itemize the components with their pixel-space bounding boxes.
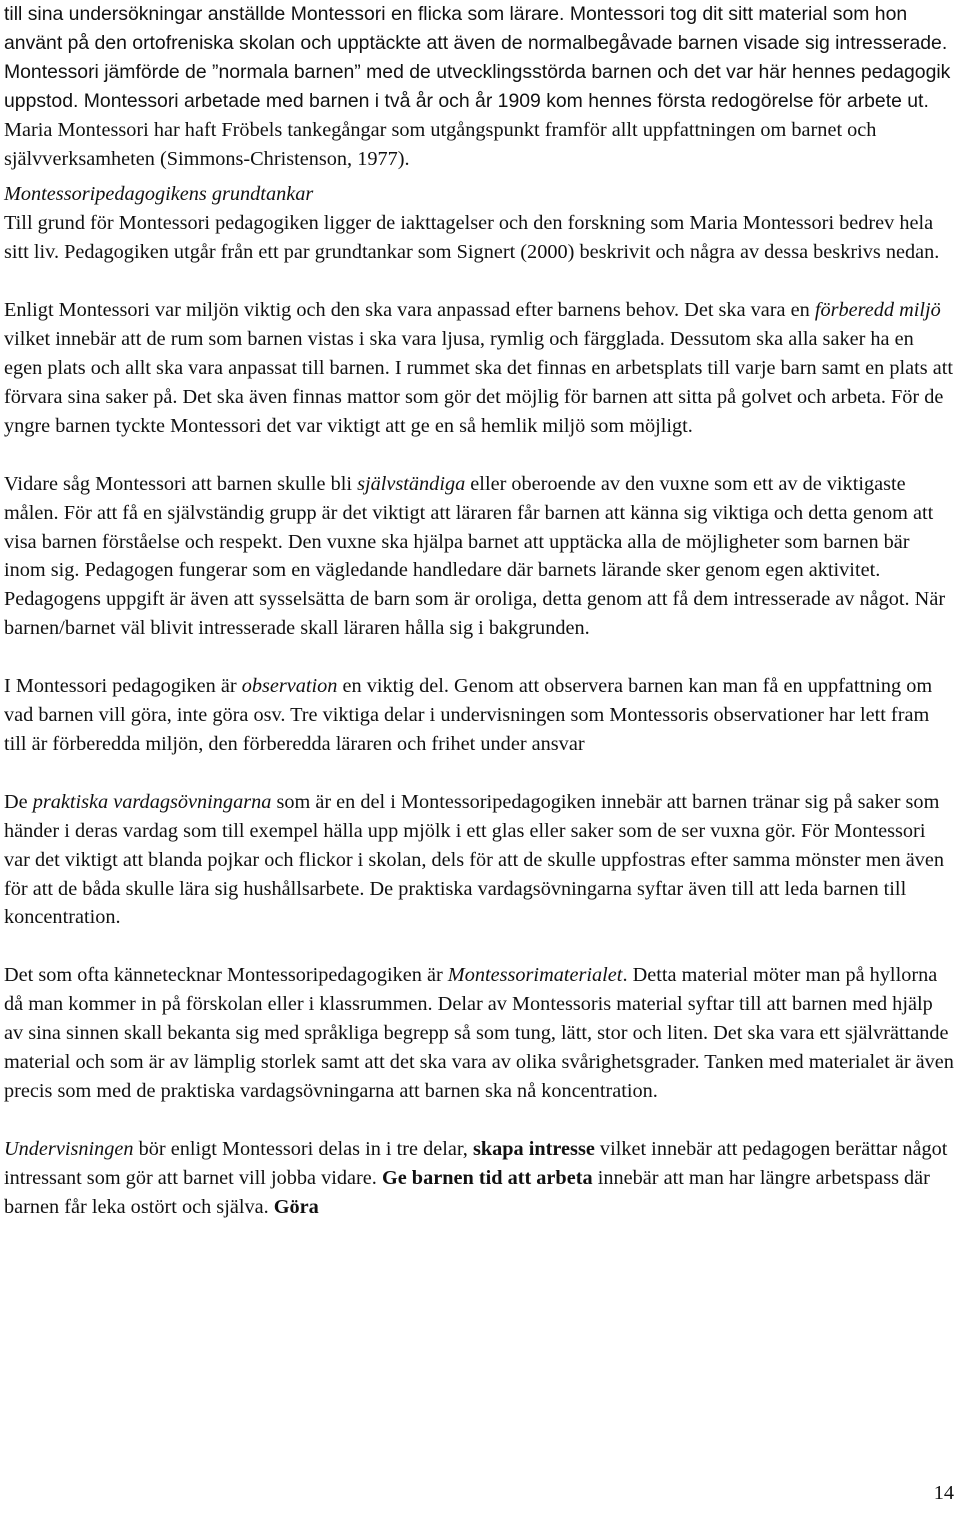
miljo-emphasis: förberedd miljö <box>814 299 941 322</box>
underv-bold-1: skapa intresse <box>472 1137 595 1160</box>
sjalv-emphasis: självständiga <box>357 472 466 495</box>
sjalv-text-b: eller oberoende av den vuxne som ett av de viktigaste målen. För att få en självständig grupp är det viktigt att läraren får barnen att känna sig viktiga och detta genom att visa barnen förståelse och respekt. Den vuxne ska hjälpa barnet att upptäcka alla de möjligheter som barnen bär inom sig. Pedagogen fungerar som en vägledande handledare där barnets lärande sker genom egen aktivitet. Pedagogens uppgift är även att sysselsätta de barn som är oroliga, detta genom att få dem intresserade av något. När barnen/barnet väl blivit intresserade skall läraren hålla sig i bakgrunden. <box>4 472 946 640</box>
paragraph-praktiska <box>4 788 954 933</box>
mat-emphasis: Montessorimaterialet <box>447 964 623 987</box>
miljo-text-a: Enligt Montessori var miljön viktig och den ska vara anpassad efter barnens behov. Det ska vara en <box>4 299 815 322</box>
mat-text-b: . Detta material möter man på hyllorna då man kommer in på förskolan eller i klassrummen. Delar av Montessoris material syftar till att barnen med hjälp av sina sinnen skall bekanta sig med språkliga begrepp så som tung, lätt, stor och liten. Det ska vara ett självrättande material och som är av lämplig storlek samt att det ska vara av olika svårighetsgrader. Tanken med materialet är även precis som med de praktiska vardagsövningarna att barnen ska nå koncentration. <box>4 964 954 1102</box>
underv-emphasis: Undervisningen <box>4 1137 134 1160</box>
underv-bold-3: Göra <box>273 1195 319 1218</box>
paragraph-sjalvstandighet <box>4 470 954 643</box>
miljo-text-b: vilket innebär att de rum som barnen vistas i ska vara ljusa, rymlig och färgglada. Dessutom ska alla saker ha en egen plats och allt ska vara anpassat till barnen. I rummet ska det finnas en arbetsplats till varje barn samt en plats att förvara sina saker på. Det ska även finnas mattor som gör det möjlig för barnen att sitta på golvet och arbeta. För de yngre barnen tyckte Montessori det var viktigt att ge en så hemlik miljö som möjligt. <box>4 328 953 437</box>
sjalv-text-a: Vidare såg Montessori att barnen skulle bli <box>4 472 358 495</box>
obs-text-a: I Montessori pedagogiken är <box>4 675 242 698</box>
document-page <box>4 0 954 1222</box>
paragraph-grundtankar: Till grund för Montessori pedagogiken ligger de iakttagelser och den forskning som Maria Montessori bedrev hela sitt liv. Pedagogiken utgår från ett par grundtankar som Signert (2000) beskrivit och några av dessa beskrivs nedan. <box>4 212 940 264</box>
paragraph-miljo <box>4 296 954 441</box>
paragraph-material <box>4 961 954 1106</box>
prakt-text-a: De <box>4 790 33 813</box>
section-heading: Montessoripedagogikens grundtankar <box>4 183 314 206</box>
underv-text-d: innebär att man har längre arbetspass där barnen får leka ostört och själva. <box>4 1166 930 1218</box>
intro-text-sans: till sina undersökningar anställde Montessori en flicka som lärare. Montessori tog dit sitt material som hon använt på den ortofreniska skolan och upptäckte att även de normalbegåvade barnen visade sig intresserade. Montessori jämförde de ”normala barnen” med de utvecklingsstörda barnen och det var här hennes pedagogik uppstod. Montessori arbetade med barnen i två år och år 1909 kom hennes första redogörelse för arbete ut. <box>4 3 951 112</box>
underv-bold-2: Ge barnen tid att arbeta <box>381 1166 593 1189</box>
obs-emphasis: observation <box>241 675 338 698</box>
prakt-text-b: som är en del i Montessoripedagogiken innebär att barnen tränar sig på saker som händer i deras vardag som till exempel hälla upp mjölk i ett glas eller saker som de ser vuxna gör. För Montessori var det viktigt att blanda pojkar och flickor i skolan, dels för att de skulle uppfostras efter samma mönster men även för att de båda skulle lära sig hushållsarbete. De praktiska vardagsövningarna syftar även till att leda barnen till koncentration. <box>4 790 944 929</box>
paragraph-observation <box>4 672 954 759</box>
underv-text-a: bör enligt Montessori delas in i tre delar, <box>133 1137 473 1160</box>
paragraph-intro <box>4 0 954 173</box>
page-number: 14 <box>933 1482 954 1504</box>
obs-text-b: en viktig del. Genom att observera barnen kan man få en uppfattning om vad barnen vill göra, inte göra osv. Tre viktiga delar i undervisningen som Montessoris observationer har lett fram till är förberedda miljön, den förberedda läraren och frihet under ansvar <box>4 675 933 755</box>
intro-text-serif: Maria Montessori har haft Fröbels tankegångar som utgångspunkt framför allt uppfattningen om barnet och självverksamheten (Simmons-Christenson, 1977). <box>4 118 877 170</box>
prakt-emphasis: praktiska vardagsövningarna <box>32 790 272 813</box>
mat-text-a: Det som ofta kännetecknar Montessoripedagogiken är <box>4 964 448 987</box>
underv-text-c: vilket innebär att pedagogen berättar något intressant som gör att barnet vill jobba vidare. <box>4 1137 948 1189</box>
paragraph-undervisning <box>4 1135 954 1222</box>
